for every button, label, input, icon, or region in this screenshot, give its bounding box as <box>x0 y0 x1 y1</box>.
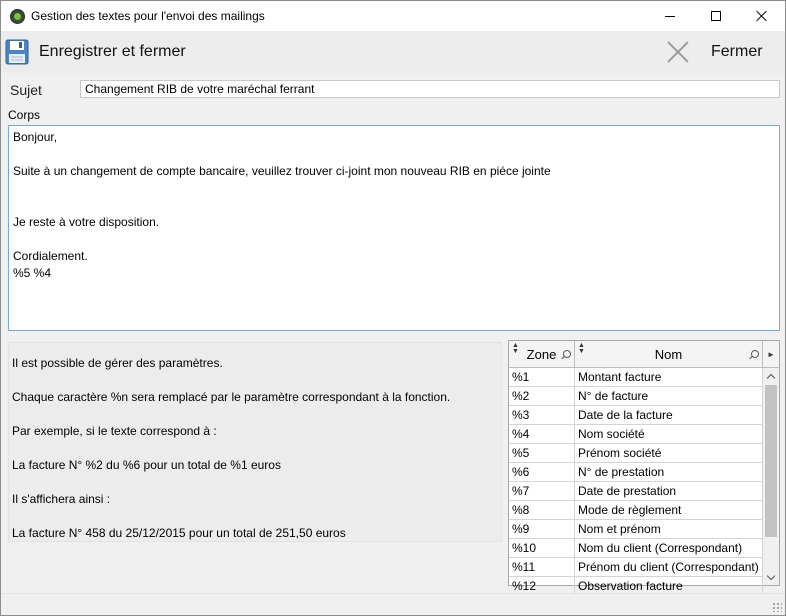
subject-input[interactable] <box>80 80 780 98</box>
cell-zone: %8 <box>509 501 575 519</box>
cell-nom: Date de la facture <box>575 406 763 424</box>
cell-zone: %1 <box>509 368 575 386</box>
cell-nom: Montant facture <box>575 368 763 386</box>
help-line: Chaque caractère %n sera remplacé par le paramètre correspondant à la fonction. <box>12 390 451 404</box>
parameters-grid[interactable] <box>508 340 780 593</box>
scroll-down-button[interactable] <box>763 569 779 585</box>
body-line: Suite à un changement de compte bancaire, veuillez trouver ci-joint mon nouveau RIB en piéce jointe <box>13 164 551 178</box>
table-row[interactable] <box>509 368 763 387</box>
close-label: Fermer <box>711 43 763 60</box>
help-line: Il s'affichera ainsi : <box>12 492 111 506</box>
maximize-button[interactable] <box>693 1 739 31</box>
help-line: La facture N° %2 du %6 pour un total de %1 euros <box>12 458 281 472</box>
chevron-up-icon <box>767 373 775 381</box>
cell-zone: %2 <box>509 387 575 405</box>
body-line: Cordialement. <box>13 249 88 263</box>
body-line <box>13 146 775 163</box>
subject-label: Sujet <box>10 82 42 98</box>
minimize-icon <box>665 16 675 17</box>
sort-icon[interactable]: ▲ ▼ <box>512 342 519 355</box>
column-header-zone-label: Zone <box>526 347 557 362</box>
minimize-button[interactable] <box>647 1 693 31</box>
close-window-button[interactable] <box>739 1 785 31</box>
column-header-zone[interactable] <box>509 341 575 368</box>
parameters-help-panel <box>8 342 502 542</box>
close-icon <box>756 10 768 22</box>
column-header-nom[interactable] <box>575 341 763 368</box>
cell-nom: Mode de règlement <box>575 501 763 519</box>
help-line: La facture N° 458 du 25/12/2015 pour un total de 251,50 euros <box>12 526 346 540</box>
cell-nom: Nom et prénom <box>575 520 763 538</box>
body-textarea[interactable] <box>8 125 780 331</box>
help-line: Il est possible de gérer des paramètres. <box>12 356 223 370</box>
table-row[interactable] <box>509 539 763 558</box>
resize-grip-icon[interactable] <box>772 602 782 612</box>
close-x-icon <box>667 41 689 63</box>
cell-nom: N° de facture <box>575 387 763 405</box>
search-icon[interactable] <box>751 350 759 358</box>
cell-nom: Nom du client (Correspondant) <box>575 539 763 557</box>
table-row[interactable] <box>509 463 763 482</box>
cell-zone: %5 <box>509 444 575 462</box>
toolbar <box>1 31 785 73</box>
table-row[interactable] <box>509 482 763 501</box>
grid-vertical-scrollbar[interactable] <box>763 368 779 585</box>
sort-icon[interactable]: ▲ ▼ <box>578 342 585 355</box>
body-line: Je reste à votre disposition. <box>13 215 160 229</box>
cell-zone: %6 <box>509 463 575 481</box>
table-row[interactable] <box>509 406 763 425</box>
body-line: %5 %4 <box>13 266 52 280</box>
body-line <box>13 231 775 248</box>
cell-nom: Prénom du client (Correspondant) <box>575 558 763 576</box>
grid-header <box>509 341 779 368</box>
column-header-nom-label: Nom <box>654 347 683 362</box>
save-and-close-button[interactable] <box>3 37 193 67</box>
cell-nom: Date de prestation <box>575 482 763 500</box>
column-menu-icon[interactable]: ► <box>767 350 775 359</box>
maximize-icon <box>711 11 721 21</box>
body-label: Corps <box>8 108 41 122</box>
body-line <box>13 180 775 197</box>
table-row[interactable] <box>509 520 763 539</box>
close-button[interactable] <box>665 37 781 67</box>
cell-nom: N° de prestation <box>575 463 763 481</box>
table-row[interactable] <box>509 558 763 577</box>
app-logo-icon <box>10 9 25 24</box>
table-row[interactable] <box>509 425 763 444</box>
cell-nom: Observation facture <box>575 577 763 595</box>
chevron-down-icon <box>767 571 775 579</box>
scroll-up-button[interactable] <box>763 368 779 384</box>
window-title: Gestion des textes pour l'envoi des mailings <box>31 9 265 23</box>
cell-nom: Nom société <box>575 425 763 443</box>
cell-zone: %12 <box>509 577 575 595</box>
title-bar <box>1 1 785 31</box>
floppy-disk-icon <box>5 39 29 65</box>
search-icon[interactable] <box>563 350 571 358</box>
cell-zone: %3 <box>509 406 575 424</box>
help-line: Par exemple, si le texte correspond à : <box>12 424 217 438</box>
body-line <box>13 197 775 214</box>
cell-zone: %10 <box>509 539 575 557</box>
cell-zone: %4 <box>509 425 575 443</box>
scrollbar-thumb[interactable] <box>765 385 777 537</box>
status-bar <box>1 593 785 615</box>
grid-body <box>509 368 763 593</box>
cell-zone: %9 <box>509 520 575 538</box>
table-row[interactable] <box>509 387 763 406</box>
body-line: Bonjour, <box>13 130 58 144</box>
save-and-close-label: Enregistrer et fermer <box>39 43 186 60</box>
cell-nom: Prénom société <box>575 444 763 462</box>
cell-zone: %7 <box>509 482 575 500</box>
cell-zone: %11 <box>509 558 575 576</box>
table-row[interactable] <box>509 444 763 463</box>
table-row[interactable] <box>509 501 763 520</box>
